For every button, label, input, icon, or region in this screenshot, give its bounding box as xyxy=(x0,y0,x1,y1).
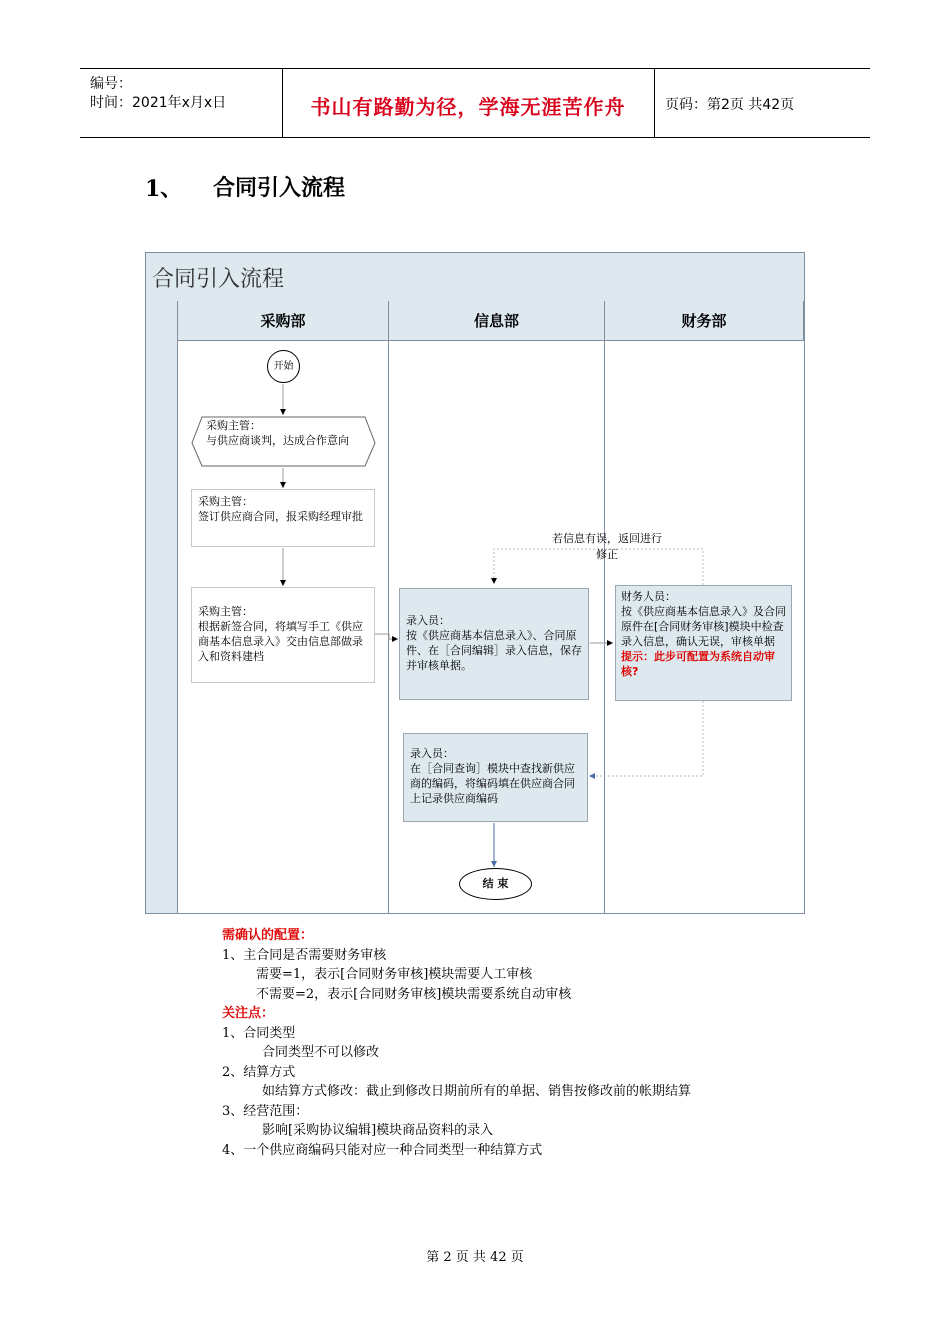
attention-item: 影响[采购协议编辑]模块商品资料的录入 xyxy=(262,1123,494,1138)
header-motto-cell xyxy=(282,69,655,137)
lane-header-finance: 财务部 xyxy=(605,301,804,341)
attention-item: 2、结算方式 xyxy=(222,1064,296,1080)
step4-role: 录入员： xyxy=(406,614,450,627)
step3-submit-form xyxy=(191,587,375,683)
step2-role: 采购主管： xyxy=(198,495,253,508)
lane-header-information: 信息部 xyxy=(389,301,605,341)
end-node: 结 束 xyxy=(459,868,532,900)
start-node: 开始 xyxy=(267,350,300,383)
step1-negotiate xyxy=(202,416,372,466)
step4-enter-info xyxy=(399,588,589,700)
step4-text: 按《供应商基本信息录入》、合同原件、在［合同编辑］录入信息，保存并审核单据。 xyxy=(406,629,582,672)
step5-hint: 提示：此步可配置为系统自动审核? xyxy=(621,650,775,678)
attention-item: 合同类型不可以修改 xyxy=(262,1045,380,1060)
arrow-step3-to-step4 xyxy=(375,634,398,639)
feedback-label: 若信息有误，返回进行修正 xyxy=(552,532,662,561)
step6-text: 在［合同查询］模块中查找新供应商的编码，将编码填在供应商合同上记录供应商编码 xyxy=(410,762,575,805)
section-title: 合同引入流程 xyxy=(213,176,346,201)
header-page-cell xyxy=(655,69,870,137)
step5-role: 财务人员： xyxy=(621,590,676,603)
attention-item: 1、合同类型 xyxy=(222,1025,296,1041)
confirm-item: 需要=1，表示[合同财务审核]模块需要人工审核 xyxy=(256,967,533,982)
confirm-title: 需确认的配置： xyxy=(222,928,314,943)
step6-role: 录入员： xyxy=(410,747,454,760)
section-number: 1、 xyxy=(145,176,183,202)
step5-finance-review xyxy=(615,585,792,701)
flowchart-title: 合同引入流程 xyxy=(152,267,285,292)
step2-text: 签订供应商合同，报采购经理审批 xyxy=(198,510,363,523)
page-footer: 第 2 页 共 42 页 xyxy=(426,1250,524,1265)
step3-text: 根据新签合同，将填写手工《供应商基本信息录入》交由信息部做录入和资料建档 xyxy=(198,620,363,663)
confirm-item: 1、主合同是否需要财务审核 xyxy=(222,947,387,963)
step3-role: 采购主管： xyxy=(198,605,253,618)
step5-text: 按《供应商基本信息录入》及合同原件在[合同财务审核]模块中检查录入信息，确认无误，审核单据 xyxy=(621,605,786,648)
serial-label: 编号： xyxy=(90,76,132,92)
arrow-step5-to-step6 xyxy=(589,701,703,776)
header-meta-cell xyxy=(80,69,283,137)
attention-item: 如结算方式修改：截止到修改日期前所有的单据、销售按修改前的帐期结算 xyxy=(262,1084,692,1099)
confirm-item: 不需要=2，表示[合同财务审核]模块需要系统自动审核 xyxy=(256,986,572,1002)
lane-header-purchasing: 采购部 xyxy=(178,301,389,341)
attention-item: 4、一个供应商编码只能对应一种合同类型一种结算方式 xyxy=(222,1142,543,1158)
time-label: 时间：2021年x月x日 xyxy=(90,95,227,111)
step1-role: 采购主管： xyxy=(206,419,261,432)
attention-title: 关注点： xyxy=(222,1006,275,1021)
attention-item: 3、经营范围： xyxy=(222,1103,309,1119)
step2-sign-contract xyxy=(191,489,375,547)
page-header xyxy=(80,68,870,138)
step6-query-code xyxy=(403,733,588,822)
step1-text: 与供应商谈判，达成合作意向 xyxy=(206,434,349,447)
page-info: 页码：第2页 共42页 xyxy=(665,97,795,113)
flowchart xyxy=(145,252,805,914)
notes-section xyxy=(222,926,691,1160)
motto-text: 书山有路勤为径，学海无涯苦作舟 xyxy=(310,95,626,119)
